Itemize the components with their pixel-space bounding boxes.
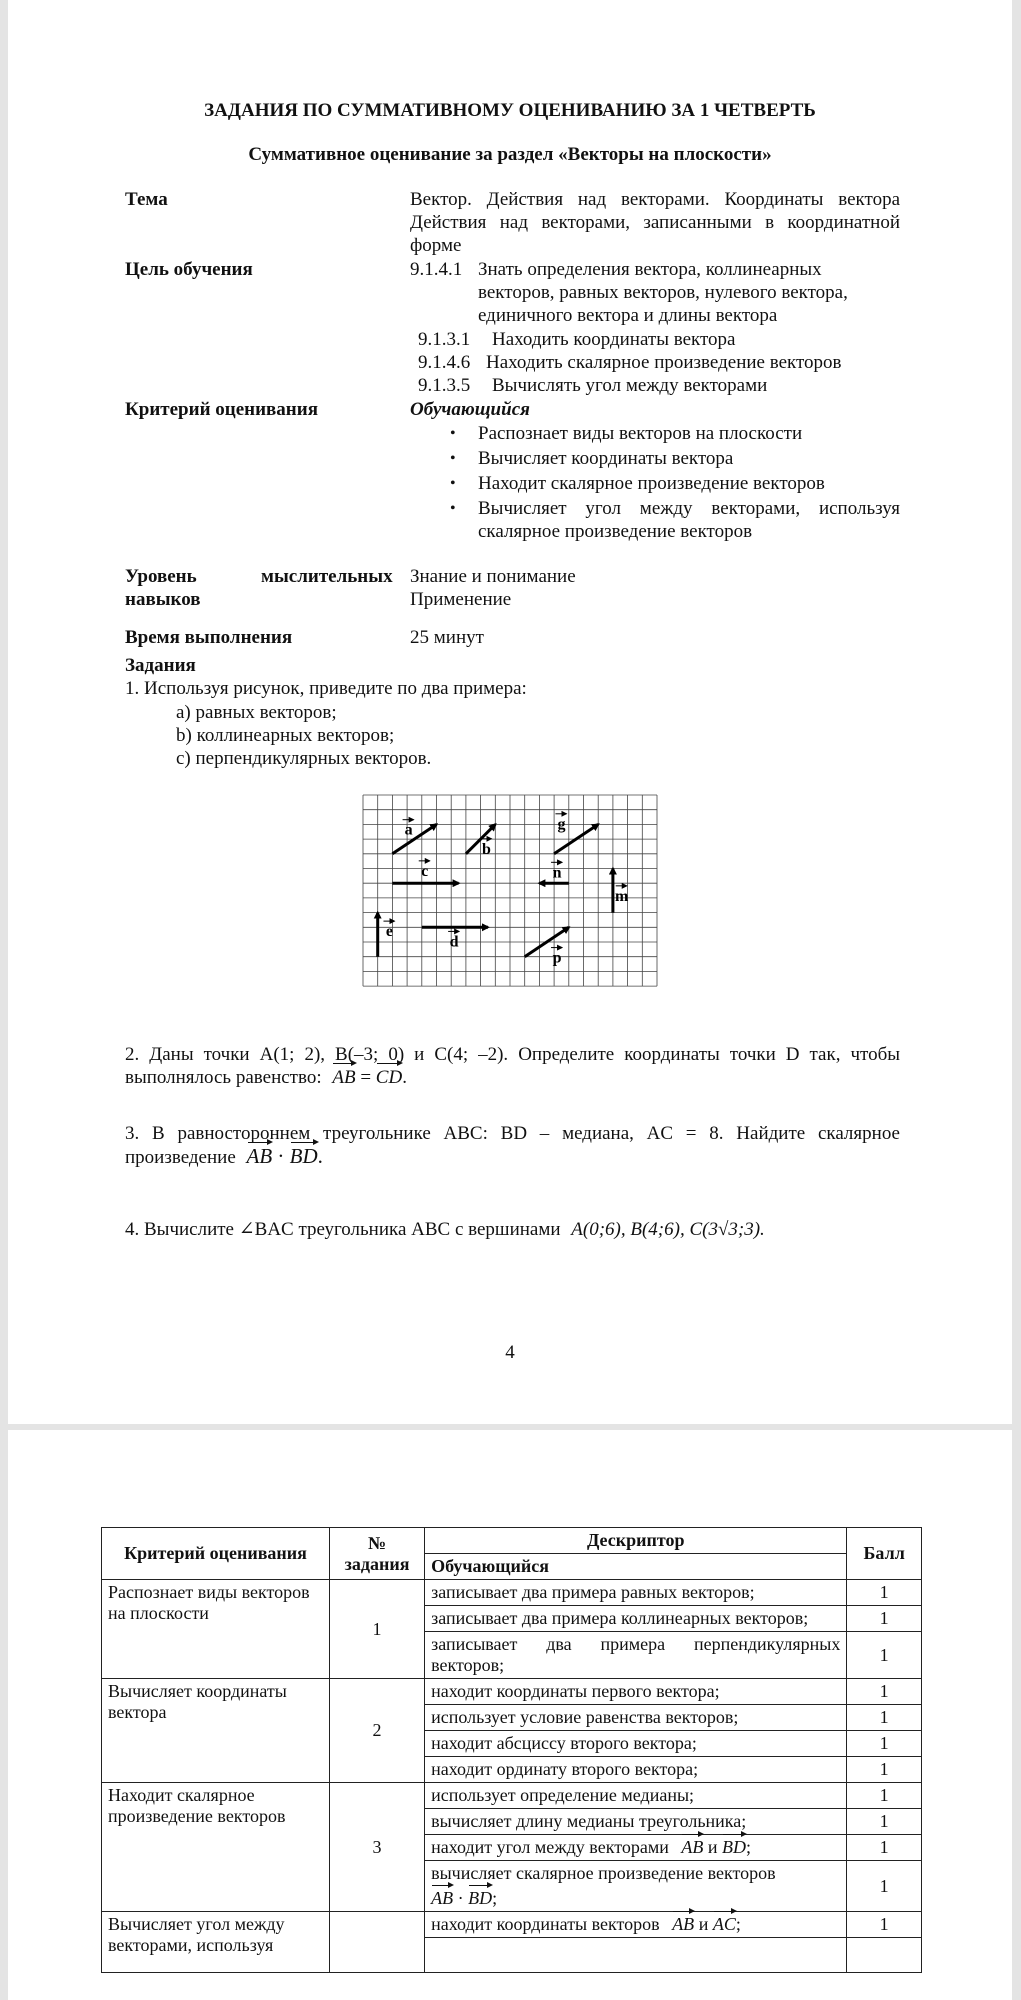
task-number-cell: [330, 1912, 425, 1973]
vector-grid-figure: [353, 790, 673, 1000]
score-cell: 1: [847, 1679, 922, 1705]
score-cell: [847, 1938, 922, 1973]
document-subtitle: Суммативное оценивание за раздел «Векторы на плоскости»: [248, 144, 772, 165]
topic-value: Вектор. Действия над векторами. Координаты вектора Действия над векторами, записанными в координатной форме: [410, 189, 900, 256]
criteria-item: • Находит скалярное произведение векторов: [418, 472, 900, 495]
time-value: 25 минут: [410, 627, 484, 648]
level-label-2: мыслительных: [261, 566, 393, 587]
score-cell: 1: [847, 1809, 922, 1835]
goal-code: 9.1.4.6: [418, 352, 471, 373]
vector-n-label: n: [552, 864, 562, 882]
descriptor-cell-with-vectors: находит угол между векторами AB и BD;: [425, 1835, 847, 1861]
vector-e-label: e: [385, 923, 394, 941]
equation-ab-cd: AB = CD.: [332, 1067, 407, 1088]
vector-p-label: p: [552, 949, 562, 967]
goal-text: Вычислять угол между векторами: [492, 375, 768, 396]
descriptor-cell: находит ординату второго вектора;: [425, 1757, 847, 1783]
score-cell: 1: [847, 1632, 922, 1679]
descriptor-text: находит координаты векторов: [431, 1914, 660, 1934]
criteria-item: • Вычисляет координаты вектора: [418, 447, 900, 470]
criterion-cell: Находит скалярное произведение векторов: [102, 1783, 330, 1912]
task-2-text: [125, 1043, 900, 1089]
vector-b-label: b: [482, 840, 491, 858]
score-cell: 1: [847, 1580, 922, 1606]
descriptor-cell: [425, 1938, 847, 1973]
task-2-lead: 2. Даны точки: [125, 1044, 250, 1065]
level-label-1: Уровень: [125, 566, 197, 587]
criterion-cell: Вычисляет угол между векторами, используя: [102, 1912, 330, 1973]
goal-text: Знать определения вектора, коллинеарных векторов, равных векторов, нулевого вектора, единичного вектора и длины вектора: [478, 259, 848, 326]
descriptor-cell: записывает два примера коллинеарных векторов;: [425, 1606, 847, 1632]
descriptor-text: находит угол между векторами: [431, 1837, 669, 1857]
goal-code: 9.1.4.1: [410, 259, 463, 280]
score-cell: 1: [847, 1835, 922, 1861]
task-number-cell: 2: [330, 1679, 425, 1783]
task-4-text: [125, 1218, 900, 1241]
document-title: ЗАДАНИЯ ПО СУММАТИВНОМУ ОЦЕНИВАНИЮ ЗА 1 ЧЕТВЕРТЬ: [204, 100, 816, 121]
dot-product-ab-bd: AB · BD.: [246, 1144, 323, 1168]
descriptor-text: вычисляет скалярное произведение векторов: [431, 1863, 776, 1883]
descriptor-cell: использует условие равенства векторов;: [425, 1705, 847, 1731]
descriptor-cell-with-vectors: вычисляет скалярное произведение векторов AB · BD;: [425, 1861, 847, 1912]
descriptor-cell: вычисляет длину медианы треугольника;: [425, 1809, 847, 1835]
descriptor-cell: записывает два примера перпендикулярных векторов;: [425, 1632, 847, 1679]
criteria-label: Критерий оценивания: [125, 399, 318, 420]
criteria-item: • Вычисляет угол между векторами, используя скалярное произведение векторов: [418, 497, 900, 543]
vector-a-label: a: [404, 821, 413, 839]
descriptor-cell: использует определение медианы;: [425, 1783, 847, 1809]
goal-text: Находить координаты вектора: [492, 329, 736, 350]
header-learner: Обучающийся: [425, 1554, 847, 1580]
header-score: Балл: [847, 1528, 922, 1580]
score-cell: 1: [847, 1705, 922, 1731]
vector-g-label: g: [557, 815, 566, 833]
score-cell: 1: [847, 1606, 922, 1632]
assessment-table: [101, 1527, 922, 1973]
score-cell: 1: [847, 1757, 922, 1783]
topic-label: Тема: [125, 189, 168, 210]
criteria-head: Обучающийся: [410, 399, 530, 420]
goal-label: Цель обучения: [125, 259, 253, 280]
task-number-cell: 1: [330, 1580, 425, 1679]
descriptor-cell-with-vectors: находит координаты векторов AB и AC;: [425, 1912, 847, 1938]
vector-m-label: m: [615, 887, 629, 905]
document-page-1: [8, 0, 1012, 1424]
time-label: Время выполнения: [125, 627, 293, 648]
task-1-text: 1. Используя рисунок, приведите по два примера:: [125, 678, 527, 699]
task-1-item: b) коллинеарных векторов;: [176, 725, 395, 746]
score-cell: 1: [847, 1912, 922, 1938]
score-cell: 1: [847, 1731, 922, 1757]
header-task-number: № задания: [330, 1528, 425, 1580]
descriptor-cell: записывает два примера равных векторов;: [425, 1580, 847, 1606]
task-2-points: A(1; 2), B(–3; 0) и C(4; –2).: [259, 1044, 509, 1065]
goal-code: 9.1.3.1: [418, 329, 471, 350]
criteria-item: • Распознает виды векторов на плоскости: [418, 422, 900, 445]
header-descriptor: Дескриптор: [425, 1528, 847, 1554]
header-criterion: Критерий оценивания: [102, 1528, 330, 1580]
tasks-label: Задания: [125, 655, 196, 676]
score-cell: 1: [847, 1861, 922, 1912]
descriptor-cell: находит координаты первого вектора;: [425, 1679, 847, 1705]
task-1-item: c) перпендикулярных векторов.: [176, 748, 432, 769]
score-cell: 1: [847, 1783, 922, 1809]
criterion-cell: Вычисляет координаты вектора: [102, 1679, 330, 1783]
descriptor-cell: находит абсциссу второго вектора;: [425, 1731, 847, 1757]
level-label-3: навыков: [125, 589, 201, 610]
vectors-group: [378, 814, 629, 967]
task-4-lead: 4. Вычислите ∠BAC треугольника ABC с вершинами: [125, 1219, 561, 1240]
level-value: Знание и понимание: [410, 566, 576, 587]
criteria-list: [418, 422, 900, 545]
criterion-cell: Распознает виды векторов на плоскости: [102, 1580, 330, 1679]
vector-c-label: c: [421, 862, 429, 880]
page-number: 4: [505, 1342, 515, 1363]
task-number-cell: 3: [330, 1783, 425, 1912]
task-3-text: [125, 1122, 900, 1169]
goal-code: 9.1.3.5: [418, 375, 471, 396]
document-page-2: [8, 1430, 1012, 2000]
task-2-condition: Определите координаты точки D так, чтобы выполнялось равенство:: [125, 1044, 901, 1088]
task-4-vertices: A(0;6), B(4;6), C(3√3;3).: [571, 1219, 765, 1240]
goal-text: Находить скалярное произведение векторов: [486, 352, 842, 373]
task-1-item: a) равных векторов;: [176, 702, 337, 723]
level-value: Применение: [410, 589, 512, 610]
vector-d-label: d: [449, 933, 459, 951]
task-3-lead: 3. В равностороннем треугольнике ABC: BD – медиана, AC = 8. Найдите скалярное произведение: [125, 1123, 900, 1168]
